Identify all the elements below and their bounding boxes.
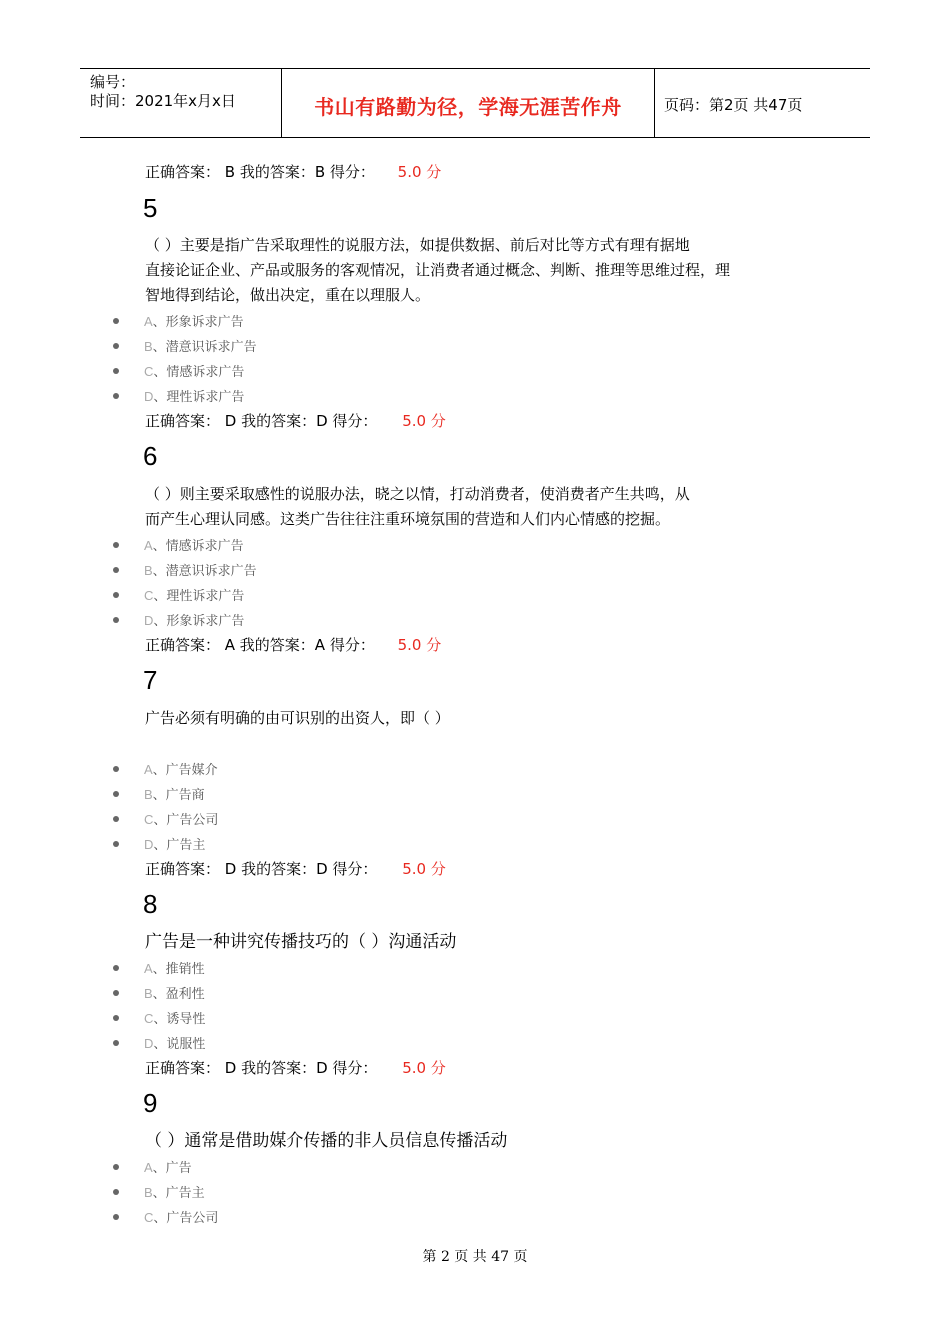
answer-score: 5.0 分 [402, 412, 446, 430]
answer-line-q5 [145, 410, 446, 431]
answer-score: 5.0 分 [402, 1059, 446, 1077]
question-number: 8 [143, 889, 158, 919]
option-c[interactable]: C、广告公司 [113, 809, 218, 828]
answer-score: 5.0 分 [397, 163, 442, 181]
question-text [145, 233, 815, 308]
answer-line-q8 [145, 1057, 446, 1078]
bullet-icon [113, 617, 119, 623]
header-center-cell [281, 69, 655, 137]
option-d[interactable]: D、理性诉求广告 [113, 386, 244, 405]
number-label: 编号： [90, 73, 136, 91]
question-number: 7 [143, 665, 158, 695]
option-a[interactable]: A、广告 [113, 1157, 192, 1176]
bullet-icon [113, 990, 119, 996]
bullet-icon [113, 791, 119, 797]
question-line: 广告必须有明确的由可识别的出资人，即（ ） [145, 709, 450, 727]
bullet-icon [113, 841, 119, 847]
option-c[interactable]: C、广告公司 [113, 1207, 218, 1226]
bullet-icon [113, 592, 119, 598]
option-d[interactable]: D、形象诉求广告 [113, 610, 244, 629]
bullet-icon [113, 393, 119, 399]
answer-text: 正确答案： B 我的答案：B 得分： [145, 163, 375, 181]
bullet-icon [113, 1040, 119, 1046]
answer-text: 正确答案： D 我的答案：D 得分： [145, 1059, 378, 1077]
bullet-icon [113, 567, 119, 573]
option-a[interactable]: A、形象诉求广告 [113, 311, 244, 330]
bullet-icon [113, 1214, 119, 1220]
option-c[interactable]: C、理性诉求广告 [113, 585, 244, 604]
answer-score: 5.0 分 [402, 860, 446, 878]
bullet-icon [113, 1189, 119, 1195]
option-b[interactable]: B、广告主 [113, 1182, 205, 1201]
question-number: 9 [143, 1088, 158, 1118]
answer-line-q7 [145, 858, 446, 879]
question-line: （ ）主要是指广告采取理性的说服方法，如提供数据、前后对比等方式有理有据地 [145, 236, 690, 254]
option-d[interactable]: D、说服性 [113, 1033, 205, 1052]
header-right-cell [655, 69, 870, 137]
option-b[interactable]: B、广告商 [113, 784, 205, 803]
page-header [80, 68, 870, 138]
answer-line-q6 [145, 634, 441, 655]
question-number: 5 [143, 193, 158, 223]
option-c[interactable]: C、诱导性 [113, 1008, 205, 1027]
answer-score: 5.0 分 [397, 636, 442, 654]
question-line: （ ）通常是借助媒介传播的非人员信息传播活动 [145, 1131, 508, 1151]
answer-text: 正确答案： D 我的答案：D 得分： [145, 860, 378, 878]
bullet-icon [113, 318, 119, 324]
bullet-icon [113, 343, 119, 349]
question-line: 直接论证企业、产品或服务的客观情况，让消费者通过概念、判断、推理等思维过程，理 [145, 261, 731, 279]
page-info: 页码：第2页 共47页 [664, 96, 803, 114]
header-left-cell [80, 69, 281, 137]
bullet-icon [113, 542, 119, 548]
bullet-icon [113, 965, 119, 971]
bullet-icon [113, 1164, 119, 1170]
question-text [145, 930, 815, 955]
question-text [145, 1129, 815, 1154]
question-line: （ ）则主要采取感性的说服办法，晓之以情，打动消费者，使消费者产生共鸣，从 [145, 485, 690, 503]
time-label: 时间：2021年x月x日 [90, 92, 236, 110]
bullet-icon [113, 766, 119, 772]
option-a[interactable]: A、情感诉求广告 [113, 535, 244, 554]
question-line: 而产生心理认同感。这类广告往往注重环境氛围的营造和人们内心情感的挖掘。 [145, 510, 671, 528]
page-footer: 第 2 页 共 47 页 [422, 1249, 528, 1265]
option-a[interactable]: A、推销性 [113, 958, 205, 977]
answer-text: 正确答案： D 我的答案：D 得分： [145, 412, 378, 430]
answer-line-q4 [145, 161, 441, 182]
answer-text: 正确答案： A 我的答案：A 得分： [145, 636, 375, 654]
option-d[interactable]: D、广告主 [113, 834, 205, 853]
option-c[interactable]: C、情感诉求广告 [113, 361, 244, 380]
question-line: 智地得到结论，做出决定，重在以理服人。 [145, 286, 431, 304]
option-a[interactable]: A、广告媒介 [113, 759, 218, 778]
question-text [145, 706, 815, 731]
question-number: 6 [143, 441, 158, 471]
bullet-icon [113, 368, 119, 374]
bullet-icon [113, 1015, 119, 1021]
option-b[interactable]: B、盈利性 [113, 983, 205, 1002]
option-b[interactable]: B、潜意识诉求广告 [113, 336, 257, 355]
question-text [145, 482, 815, 532]
option-b[interactable]: B、潜意识诉求广告 [113, 560, 257, 579]
question-line: 广告是一种讲究传播技巧的（ ）沟通活动 [145, 932, 457, 952]
motto: 书山有路勤为径，学海无涯苦作舟 [314, 95, 622, 119]
bullet-icon [113, 816, 119, 822]
